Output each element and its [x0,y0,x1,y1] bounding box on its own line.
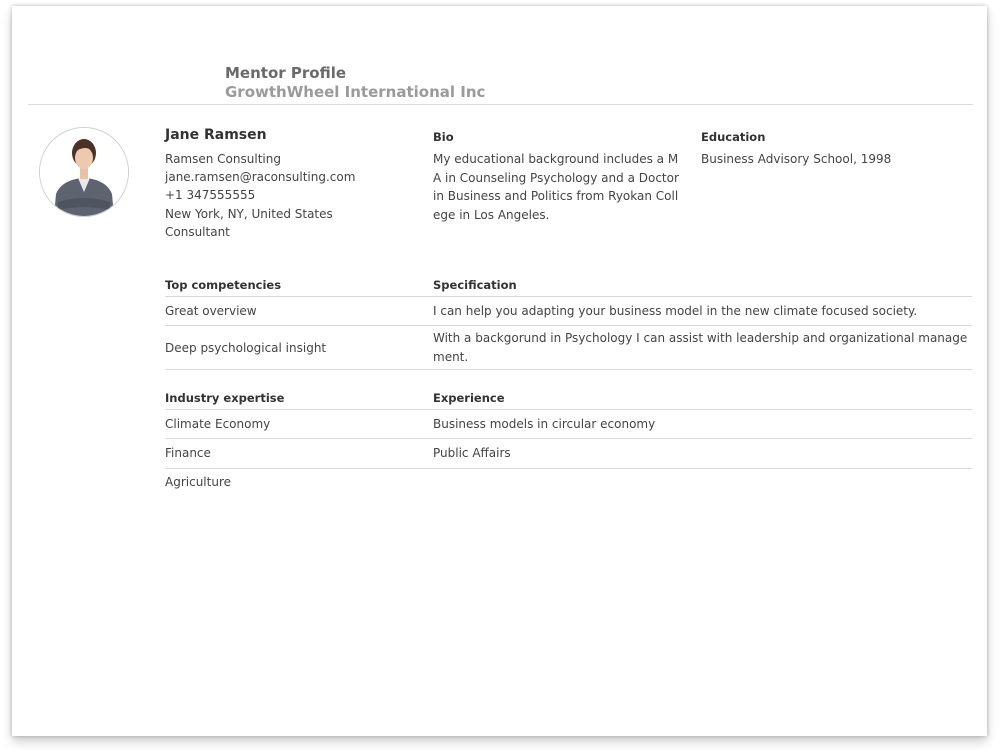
industry-name: Agriculture [165,475,231,489]
industry-name: Finance [165,446,211,460]
company-name: Ramsen Consulting [165,152,281,166]
experience-header: Experience [433,391,505,405]
location: New York, NY, United States [165,207,333,221]
competency-name: Deep psychological insight [165,341,327,355]
role: Consultant [165,225,230,239]
competency-name: Great overview [165,304,257,318]
avatar [39,127,129,217]
phone-number: +1 347555555 [165,188,256,202]
competency-spec: With a backgorund in Psychology I can assist with leadership and organizational management. [433,331,968,364]
table-divider [165,325,972,326]
bio-label: Bio [433,130,454,144]
profile-page [12,6,987,736]
organization-name: GrowthWheel International Inc [225,83,486,101]
email-link[interactable]: jane.ramsen@raconsulting.com [165,170,356,184]
header-divider [28,104,973,105]
table-divider [165,296,972,297]
experience-text: Business models in circular economy [433,417,656,431]
education-text: Business Advisory School, 1998 [701,152,892,166]
page-title: Mentor Profile [225,64,347,82]
table-divider [165,409,972,410]
competency-spec: I can help you adapting your business model in the new climate focused society. [433,304,918,318]
table-divider [165,468,972,469]
specification-header: Specification [433,278,517,292]
table-divider [165,369,972,370]
industry-name: Climate Economy [165,417,271,431]
bio-text: My educational background includes a MA in Counseling Psychology and a Doctor in Business and Politics from Ryokan College in Los Angeles. [433,152,679,222]
competencies-header: Top competencies [165,278,282,292]
page-header [225,64,485,102]
table-divider [165,438,972,439]
person-photo-icon [40,128,128,216]
experience-text: Public Affairs [433,446,511,460]
industry-header: Industry expertise [165,391,285,405]
mentor-name: Jane Ramsen [165,127,267,143]
education-label: Education [701,130,766,144]
